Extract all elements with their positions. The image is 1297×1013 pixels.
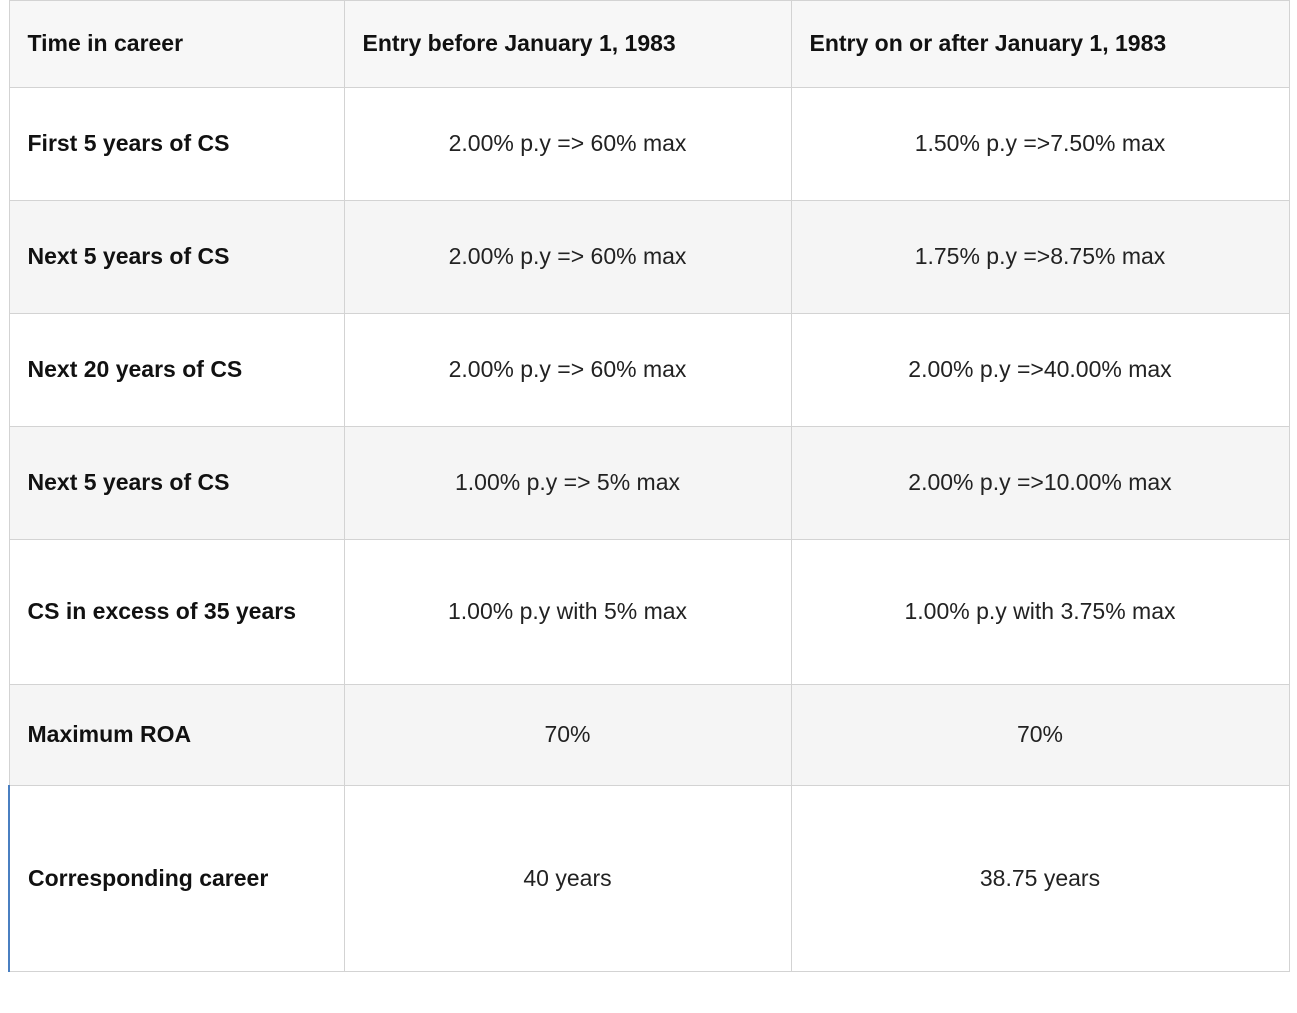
row-label: First 5 years of CS — [9, 88, 344, 201]
cell-before-1983: 2.00% p.y => 60% max — [344, 88, 791, 201]
cell-before-1983: 70% — [344, 685, 791, 786]
cell-after-1983: 2.00% p.y =>40.00% max — [791, 314, 1289, 427]
cell-after-1983: 1.75% p.y =>8.75% max — [791, 201, 1289, 314]
cell-after-1983: 38.75 years — [791, 786, 1289, 972]
column-header-time-in-career: Time in career — [9, 1, 344, 88]
cell-after-1983: 2.00% p.y =>10.00% max — [791, 427, 1289, 540]
cell-before-1983: 40 years — [344, 786, 791, 972]
career-rates-table — [8, 0, 1290, 972]
cell-before-1983: 2.00% p.y => 60% max — [344, 314, 791, 427]
row-label: Maximum ROA — [9, 685, 344, 786]
table-body — [9, 88, 1289, 972]
table-row — [9, 540, 1289, 685]
cell-after-1983: 70% — [791, 685, 1289, 786]
table-header — [9, 1, 1289, 88]
cell-before-1983: 2.00% p.y => 60% max — [344, 201, 791, 314]
cell-before-1983: 1.00% p.y with 5% max — [344, 540, 791, 685]
column-header-entry-before-1983: Entry before January 1, 1983 — [344, 1, 791, 88]
table-row — [9, 201, 1289, 314]
table-row — [9, 427, 1289, 540]
table-row — [9, 88, 1289, 201]
row-label: CS in excess of 35 years — [9, 540, 344, 685]
cell-after-1983: 1.50% p.y =>7.50% max — [791, 88, 1289, 201]
table-row — [9, 786, 1289, 972]
table-row — [9, 314, 1289, 427]
row-label: Corresponding career — [9, 786, 344, 972]
cell-after-1983: 1.00% p.y with 3.75% max — [791, 540, 1289, 685]
table-row — [9, 685, 1289, 786]
row-label: Next 20 years of CS — [9, 314, 344, 427]
table-header-row — [9, 1, 1289, 88]
row-label: Next 5 years of CS — [9, 427, 344, 540]
column-header-entry-on-or-after-1983: Entry on or after January 1, 1983 — [791, 1, 1289, 88]
cell-before-1983: 1.00% p.y => 5% max — [344, 427, 791, 540]
row-label: Next 5 years of CS — [9, 201, 344, 314]
